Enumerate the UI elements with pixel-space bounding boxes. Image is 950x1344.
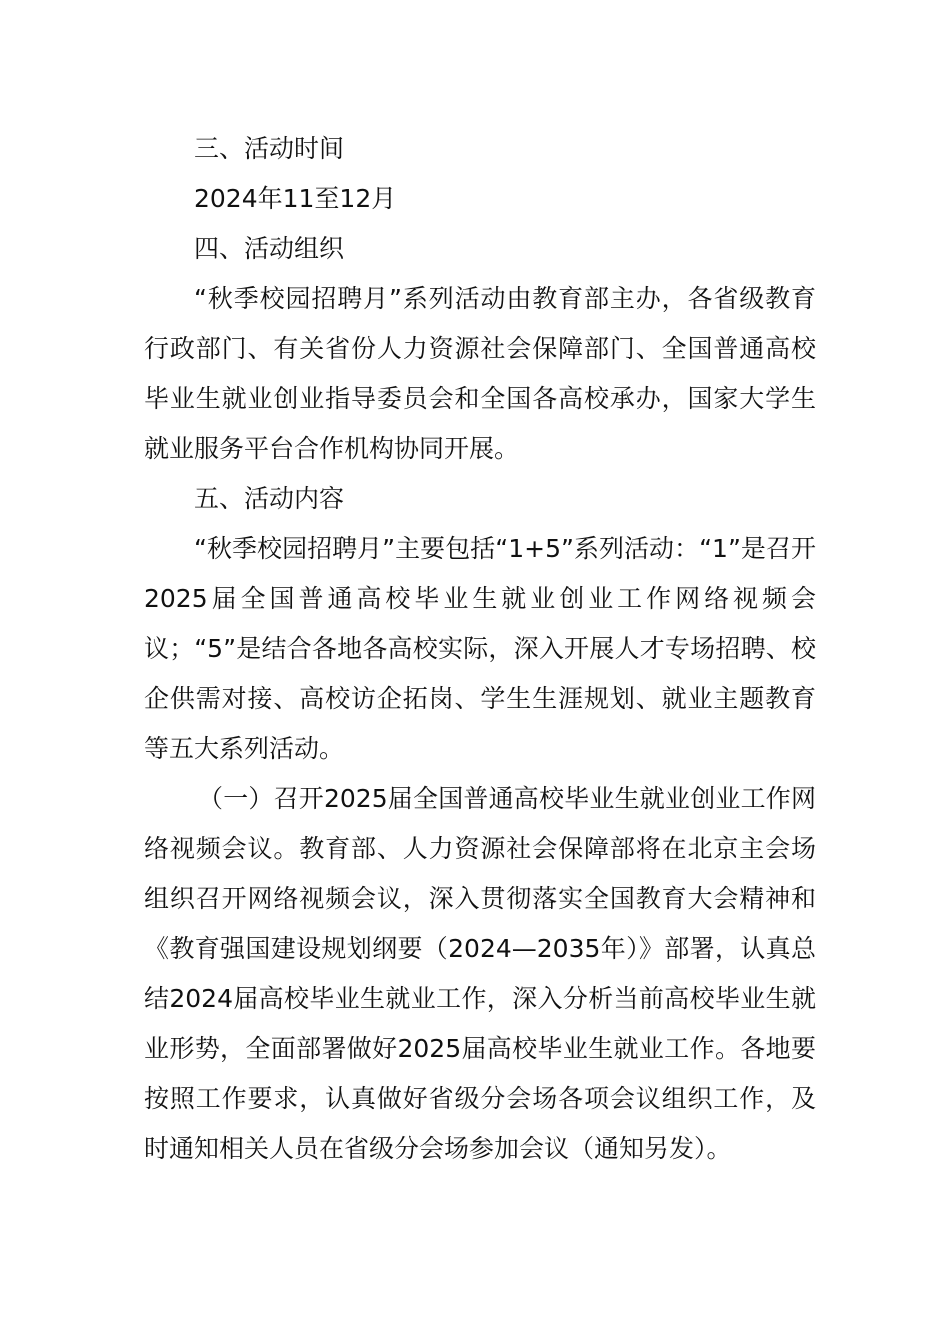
section-5-item-1: （一）召开2025届全国普通高校毕业生就业创业工作网络视频会议。教育部、人力资源社会保障部将在北京主会场组织召开网络视频会议，深入贯彻落实全国教育大会精神和《教育强国建设规划纲要（2024—2035年）》部署，认真总结2024届高校毕业生就业工作，深入分析当前高校毕业生就业形势，全面部署做好2025届高校毕业生就业工作。各地要按照工作要求，认真做好省级分会场各项会议组织工作，及时通知相关人员在省级分会场参加会议（通知另发）。 [144, 784, 816, 1163]
section-3-body: 2024年11至12月 [194, 184, 397, 213]
section-4-heading: 四、活动组织 [194, 234, 345, 263]
section-5-body: “秋季校园招聘月”主要包括“1+5”系列活动：“1”是召开2025届全国普通高校毕业生就业创业工作网络视频会议；“5”是结合各地各高校实际，深入开展人才专场招聘、校企供需对接、高校访企拓岗、学生生涯规划、就业主题教育等五大系列活动。 [144, 534, 816, 763]
section-3-heading: 三、活动时间 [194, 134, 345, 163]
section-5-heading: 五、活动内容 [194, 484, 345, 513]
document-body [144, 124, 816, 1174]
section-4-body: “秋季校园招聘月”系列活动由教育部主办，各省级教育行政部门、有关省份人力资源社会保障部门、全国普通高校毕业生就业创业指导委员会和全国各高校承办，国家大学生就业服务平台合作机构协同开展。 [144, 284, 816, 463]
